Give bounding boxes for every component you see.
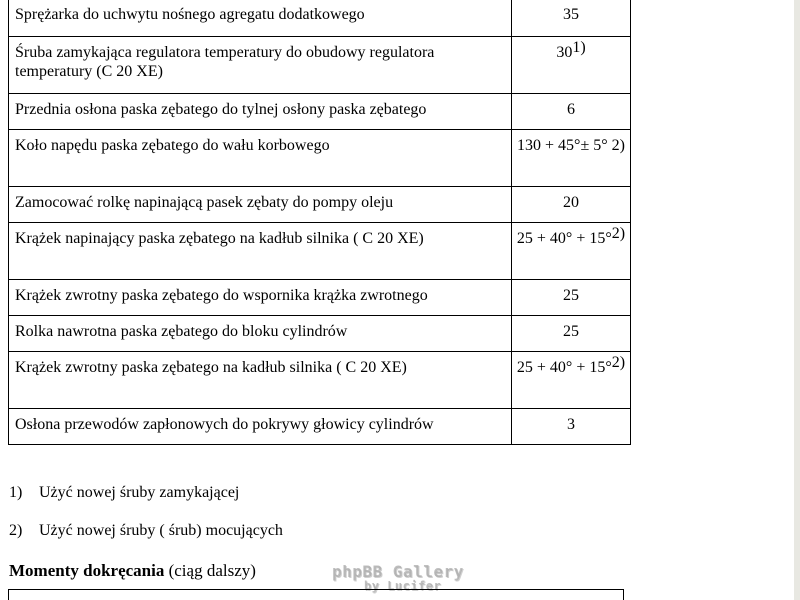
- table-row: [9, 0, 631, 37]
- footnotes: [9, 483, 283, 559]
- torque-value-text: 25: [563, 287, 579, 304]
- torque-value-text: 30: [556, 44, 573, 61]
- row-torque-value: [512, 94, 631, 130]
- table-row: [9, 94, 631, 130]
- table-row: [9, 280, 631, 316]
- next-table-edge: [8, 589, 624, 600]
- row-torque-value: [512, 130, 631, 187]
- footnote-1: [9, 483, 283, 521]
- footnote-marker: 2): [611, 354, 626, 371]
- row-torque-value: [512, 223, 631, 280]
- torque-value-text: 25: [563, 323, 579, 340]
- table-row: [9, 187, 631, 223]
- row-torque-value: [512, 409, 631, 445]
- row-description: Krążek zwrotny paska zębatego na kadłub silnika ( C 20 XE): [9, 352, 512, 409]
- torque-value-text: 25 + 40° + 15°: [516, 359, 612, 376]
- row-description: Śruba zamykająca regulatora temperatury do obudowy regulatora temperatury (C 20 XE): [9, 37, 512, 94]
- table-row: [9, 130, 631, 187]
- row-description: Krążek napinający paska zębatego na kadłub silnika ( C 20 XE): [9, 223, 512, 280]
- table-row: [9, 352, 631, 409]
- row-description: Koło napędu paska zębatego do wału korbowego: [9, 130, 512, 187]
- torque-value-text: 35: [563, 6, 579, 23]
- torque-table: [8, 0, 631, 445]
- torque-value-text: 20: [563, 194, 579, 211]
- footnote-text: Użyć nowej śruby zamykającej: [39, 484, 240, 501]
- row-description: Zamocować rolkę napinającą pasek zębaty do pompy oleju: [9, 187, 512, 223]
- footnote-number: 2): [9, 522, 23, 539]
- row-torque-value: [512, 37, 631, 94]
- watermark-title: phpBB Gallery: [332, 562, 464, 581]
- section-heading-bold: Momenty dokręcania: [9, 561, 165, 580]
- torque-value-text: 6: [567, 101, 575, 118]
- table-row: [9, 223, 631, 280]
- row-description: Przednia osłona paska zębatego do tylnej osłony paska zębatego: [9, 94, 512, 130]
- torque-value-text: 25 + 40° + 15°: [516, 230, 612, 247]
- footnote-marker: 1): [572, 39, 586, 56]
- table-row: [9, 316, 631, 352]
- footnote-2: [9, 521, 283, 559]
- row-torque-value: [512, 187, 631, 223]
- row-description: Sprężarka do uchwytu nośnego agregatu dodatkowego: [9, 0, 512, 37]
- torque-value-text: 130 + 45°± 5° 2): [517, 137, 625, 154]
- row-torque-value: [512, 280, 631, 316]
- row-description: Krążek zwrotny paska zębatego do wspornika krążka zwrotnego: [9, 280, 512, 316]
- table-row: [9, 409, 631, 445]
- row-description: Rolka nawrotna paska zębatego do bloku cylindrów: [9, 316, 512, 352]
- page-edge-strip: [794, 0, 800, 600]
- table-row: [9, 37, 631, 94]
- footnote-text: Użyć nowej śruby ( śrub) mocujących: [39, 522, 283, 539]
- section-heading: [9, 561, 256, 581]
- row-torque-value: [512, 0, 631, 37]
- watermark-subtitle: by Lucifer: [364, 579, 442, 593]
- footnote-marker: 2): [611, 225, 626, 242]
- row-description: Osłona przewodów zapłonowych do pokrywy głowicy cylindrów: [9, 409, 512, 445]
- row-torque-value: [512, 352, 631, 409]
- footnote-number: 1): [9, 484, 23, 501]
- row-torque-value: [512, 316, 631, 352]
- section-heading-continued: (ciąg dalszy): [164, 561, 256, 580]
- torque-value-text: 3: [567, 416, 575, 433]
